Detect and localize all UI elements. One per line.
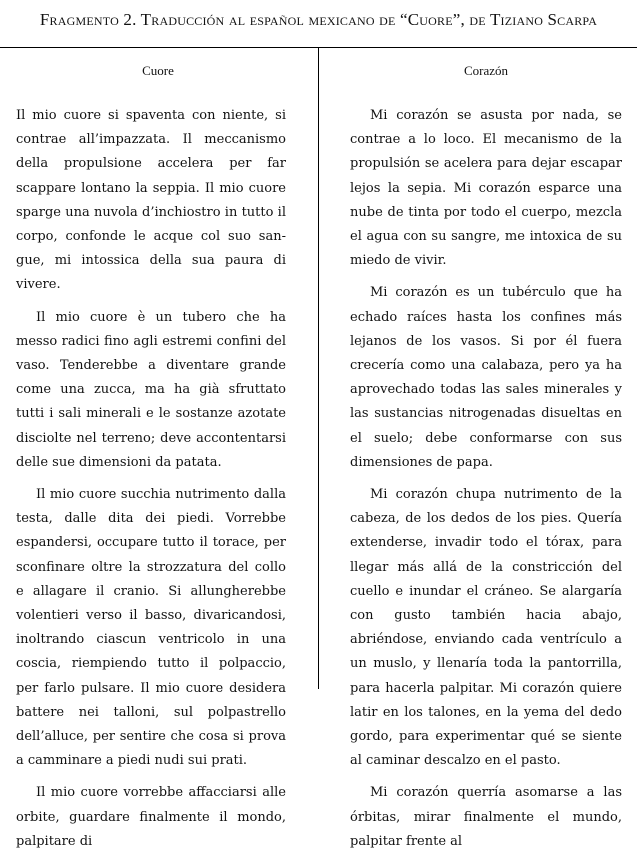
column-header-translation: Corazón <box>463 63 509 78</box>
original-text-column <box>16 104 286 862</box>
document-title: Fragmento 2. Traducción al español mexicano de “Cuore”, de Tiziano Scarpa <box>39 10 598 29</box>
column-header-original: Cuore <box>142 63 174 78</box>
translation-paragraph: Mi corazón es un tubérculo que ha echado raíces hasta los confines más lejanos de los vasos. Si por él fuera crecería como una calabaza, pero ya ha aprovechado todas las sales minerales y las sustancias nitrogenadas disueltas en el suelo; debe conformarse con sus dimensiones de papa. <box>350 285 622 470</box>
column-divider <box>318 47 319 689</box>
translation-paragraph: Mi corazón querría asomarse a las órbitas, mirar finalmente el mundo, palpitar frente al <box>350 785 622 849</box>
original-paragraph: Il mio cuore è un tubero che ha messo radici fino agli estremi confini del vaso. Tenderebbe a diventare grande come una zucca, ma ha già sfruttato tutti i sali minerali e le sostanze azotate disciolte nel terreno; deve accontentarsi delle sue dimensioni da patata. <box>16 309 286 470</box>
translation-text-column <box>350 104 622 862</box>
original-paragraph: Il mio cuore vorrebbe affacciarsi alle orbite, guardare finalmente il mondo, palpitare di <box>16 785 286 849</box>
translation-paragraph: Mi corazón chupa nutrimento de la cabeza, de los dedos de los pies. Quería extenderse, invadir todo el tórax, para llegar más allá de la constricción del cuello e inundar el cráneo. Se alargaría con gusto también hacia abajo, abriéndose, enviando cada ventrículo a un muslo, y llenaría toda la pantorrilla, para hacerla palpitar. Mi corazón quiere latir en los talones, en la yema del dedo gordo, para experimentar qué se siente al caminar descalzo en el pasto. <box>350 487 622 769</box>
original-paragraph: Il mio cuore succhia nutrimento dalla testa, dalle dita dei piedi. Vorrebbe espandersi, occupare tutto il torace, per sconfinare oltre la strozzatura del collo e allagare il cranio. Si allungherebbe volentieri verso il basso, divaricandosi, inoltrando ciascun ventricolo in una coscia, riempiendo tutto il polpaccio, per farlo pulsare. Il mio cuore desidera battere nei talloni, sul polpastrello dell’alluce, per sentire che cosa si prova a camminare a piedi nudi sui prati. <box>16 487 286 769</box>
original-paragraph: Il mio cuore si spaventa con niente, si contrae all’impazzata. Il meccanismo della propulsione accelera per far scappare lontano la seppia. Il mio cuore sparge una nuvola d’inchiostro in tutto il corpo, confonde le acque col suo sangue, mi intossica della sua paura di vivere. <box>16 108 286 293</box>
translation-paragraph: Mi corazón se asusta por nada, se contrae a lo loco. El mecanismo de la propulsión se acelera para dejar escapar lejos la sepia. Mi corazón esparce una nube de tinta por todo el cuerpo, mezcla el agua con su sangre, me intoxica de su miedo de vivir. <box>350 108 622 269</box>
